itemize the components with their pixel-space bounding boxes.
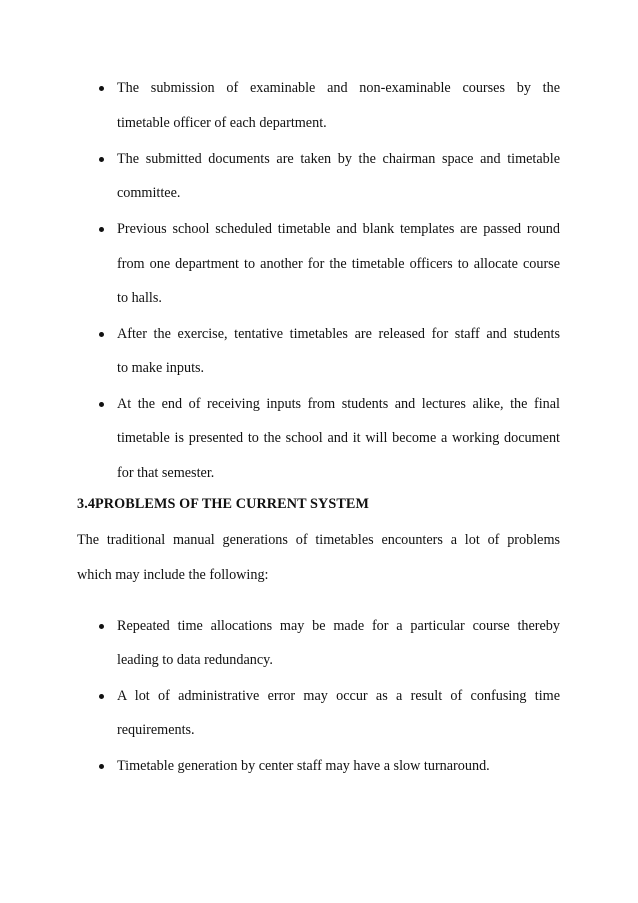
list-item-line: The submission of examinable and non-examinable courses by the	[117, 80, 560, 96]
list-item-line: from one department to another for the timetable officers to allocate course	[117, 256, 560, 272]
bullet-icon	[99, 332, 104, 337]
list-item-line: committee.	[117, 185, 181, 201]
list-item-line: A lot of administrative error may occur as a result of confusing time	[117, 688, 560, 704]
list-item-line: timetable officer of each department.	[117, 115, 327, 131]
list-item-line: Timetable generation by center staff may have a slow turnaround.	[117, 758, 490, 774]
list-item-line: timetable is presented to the school and it will become a working document	[117, 430, 560, 446]
section-heading: 3.4PROBLEMS OF THE CURRENT SYSTEM	[77, 496, 369, 512]
list-item-line: for that semester.	[117, 465, 215, 481]
bullet-icon	[99, 86, 104, 91]
list-item-line: The submitted documents are taken by the chairman space and timetable	[117, 151, 560, 167]
bullet-icon	[99, 402, 104, 407]
bullet-icon	[99, 157, 104, 162]
list-item-line: leading to data redundancy.	[117, 652, 273, 668]
list-item-line: Repeated time allocations may be made for a particular course thereby	[117, 618, 560, 634]
bullet-icon	[99, 227, 104, 232]
paragraph-line: The traditional manual generations of timetables encounters a lot of problems	[77, 532, 560, 548]
list-item-line: to halls.	[117, 290, 162, 306]
list-item-line: At the end of receiving inputs from students and lectures alike, the final	[117, 396, 560, 412]
paragraph-line: which may include the following:	[77, 567, 269, 583]
list-item-line: Previous school scheduled timetable and blank templates are passed round	[117, 221, 560, 237]
bullet-icon	[99, 624, 104, 629]
bullet-icon	[99, 764, 104, 769]
list-item-line: to make inputs.	[117, 360, 205, 376]
list-item-line: requirements.	[117, 722, 195, 738]
bullet-icon	[99, 694, 104, 699]
list-item-line: After the exercise, tentative timetables are released for staff and students	[117, 326, 560, 342]
